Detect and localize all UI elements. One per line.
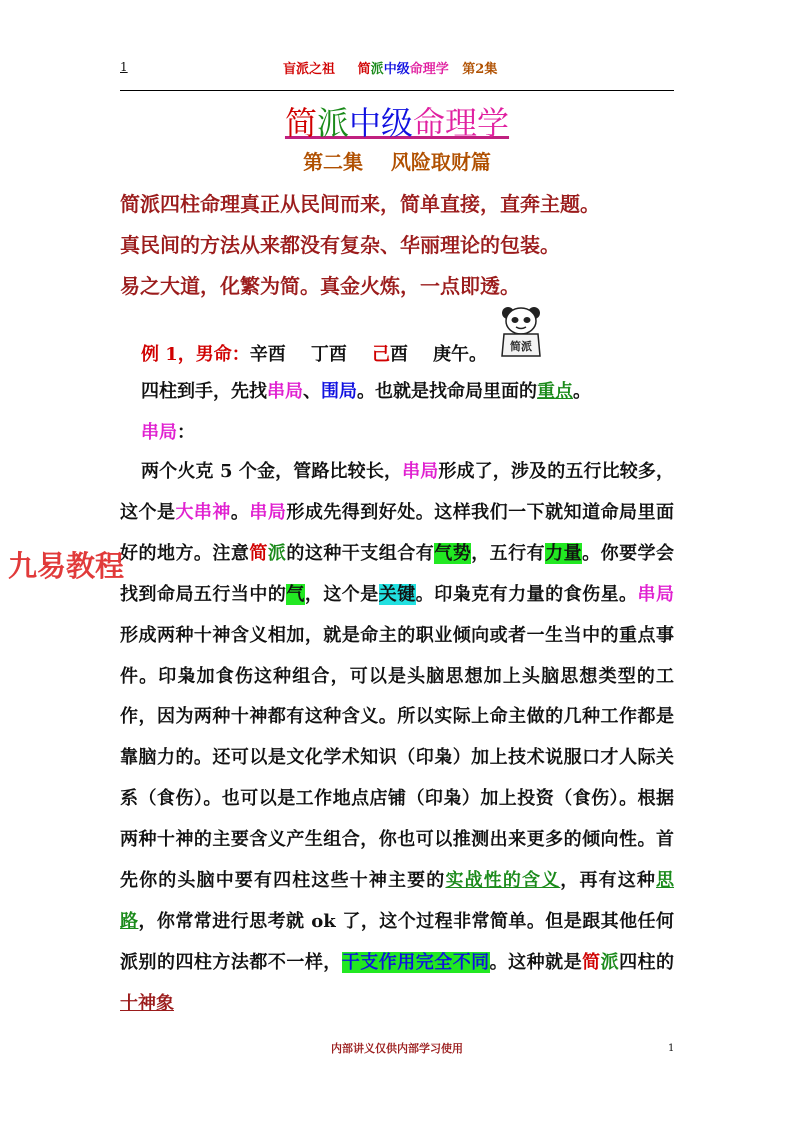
footer-page-number: 1 bbox=[668, 1043, 675, 1054]
header-rule bbox=[120, 90, 674, 91]
example-label: 例 1，男命： bbox=[141, 344, 250, 365]
title-jian: 简 bbox=[284, 104, 317, 142]
body-s2: 串局 bbox=[402, 461, 439, 482]
pillar-2: 丁酉 bbox=[310, 344, 347, 365]
watermark: 九易教程 bbox=[8, 549, 125, 583]
body-s28: 派 bbox=[600, 951, 620, 973]
body-s12: ，五行有 bbox=[471, 542, 546, 564]
running-header bbox=[283, 58, 497, 77]
body-s29: 四柱的 bbox=[619, 951, 675, 973]
line2-weiju: 围局 bbox=[321, 381, 357, 402]
body-s27: 简 bbox=[582, 951, 601, 973]
body-s30: 十神象 bbox=[120, 992, 174, 1014]
page-subtitle: 第二集 风险取财篇 bbox=[303, 150, 491, 174]
line2-text-c: 、 bbox=[303, 381, 321, 402]
body-s18: 。印枭克有力量的食伤星。 bbox=[415, 583, 638, 605]
body-s21: 实战性的含义 bbox=[445, 870, 561, 892]
mascot-label: 简派 bbox=[510, 340, 532, 353]
page-title bbox=[0, 98, 794, 144]
pillar-3-stem: 己 bbox=[371, 344, 390, 365]
footer-note: 内部讲义仅供内部学习使用 bbox=[331, 1042, 463, 1055]
find-pattern-line bbox=[141, 377, 591, 403]
line2-text-g: 。 bbox=[573, 381, 591, 402]
body-s7: 形成先得到好处。这样我们一下就知道命局里面好的地方。注意 bbox=[120, 501, 675, 564]
panda-mascot-icon bbox=[498, 304, 544, 358]
body-s22: ，再有这种 bbox=[560, 870, 657, 892]
body-s3: 形成了，涉及的五行比较多，这个是 bbox=[120, 461, 675, 523]
body-s15: 气 bbox=[286, 583, 305, 605]
header-pai: 派 bbox=[370, 62, 384, 77]
body-s20: 形成两种十神含义相加，就是命主的职业倾向或者一生当中的重点事件。印枭加食伤这种组合，可以是头脑思想加上头脑思想类型的工作，因为两种十神都有这种含义。所以实际上命主做的几种工作都是靠脑力的。还可以是文化学术知识（印枭）加上技术说服口才人际关系（食伤）。也可以是工作地点店铺（印枭）加上投资（食伤）。根据两种十神的主要含义产生组合，你也可以推测出来更多的倾向性。首先你的头脑中要有四柱这些十神主要的 bbox=[120, 624, 674, 892]
section-colon: ： bbox=[177, 422, 195, 443]
body-s23: 思路 bbox=[120, 870, 675, 932]
body-s16: ，这个是 bbox=[304, 583, 379, 605]
pillar-3-branch: 酉 bbox=[389, 344, 408, 365]
line2-zhongdian: 重点 bbox=[537, 381, 573, 402]
line2-text-e: 。也就是找命局里面的 bbox=[357, 381, 537, 402]
body-s11: 气势 bbox=[434, 542, 472, 564]
intro-line-2: 真民间的方法从来都没有复杂、华丽理论的包装。 bbox=[120, 233, 560, 257]
line2-chuanju: 串局 bbox=[267, 381, 303, 402]
header-rest: 命理学 bbox=[409, 62, 449, 77]
body-paragraph bbox=[120, 452, 674, 1025]
body-s5: 。 bbox=[230, 501, 250, 523]
body-s8: 简 bbox=[249, 542, 268, 564]
header-left: 盲派之祖 bbox=[283, 62, 336, 77]
body-s1: 两个火克 5 个金，管路比较长， bbox=[141, 461, 403, 482]
pillar-1: 辛酉 bbox=[249, 344, 286, 365]
body-s19: 串局 bbox=[637, 583, 675, 605]
header-jian: 简 bbox=[357, 62, 371, 77]
line2-text-a: 四柱到手，先找 bbox=[141, 381, 267, 402]
example-line bbox=[141, 340, 487, 366]
body-s24: ，你常常进行思考就 ok 了，这个过程非常简单。但是跟其他任何派别的四柱方法都不一样， bbox=[120, 910, 674, 973]
intro-line-3: 易之大道，化繁为简。真金火炼，一点即透。 bbox=[120, 274, 520, 298]
body-s4: 大串神 bbox=[175, 501, 231, 523]
body-s14: 。你要学会找到命局五行当中的 bbox=[120, 542, 675, 605]
header-page-number: 1 bbox=[120, 60, 128, 74]
body-s17: 关键 bbox=[378, 583, 416, 605]
title-rest: 命理学 bbox=[413, 104, 510, 142]
header-episode: 第2集 bbox=[462, 62, 498, 77]
section-heading bbox=[141, 418, 195, 444]
pillar-4: 庚午。 bbox=[433, 344, 488, 365]
body-s6: 串局 bbox=[249, 501, 287, 523]
body-s9: 派 bbox=[267, 542, 287, 564]
body-s10: 的这种干支组合有 bbox=[286, 542, 435, 564]
header-mid: 中级 bbox=[383, 62, 410, 77]
body-s13: 力量 bbox=[545, 542, 583, 564]
title-mid: 中级 bbox=[349, 104, 414, 142]
body-s26: 。这种就是 bbox=[489, 951, 583, 973]
title-pai: 派 bbox=[316, 104, 349, 142]
section-label: 串局 bbox=[141, 422, 177, 443]
intro-line-1: 简派四柱命理真正从民间而来，简单直接，直奔主题。 bbox=[120, 192, 600, 216]
body-s25: 干支作用完全不同 bbox=[341, 951, 490, 973]
